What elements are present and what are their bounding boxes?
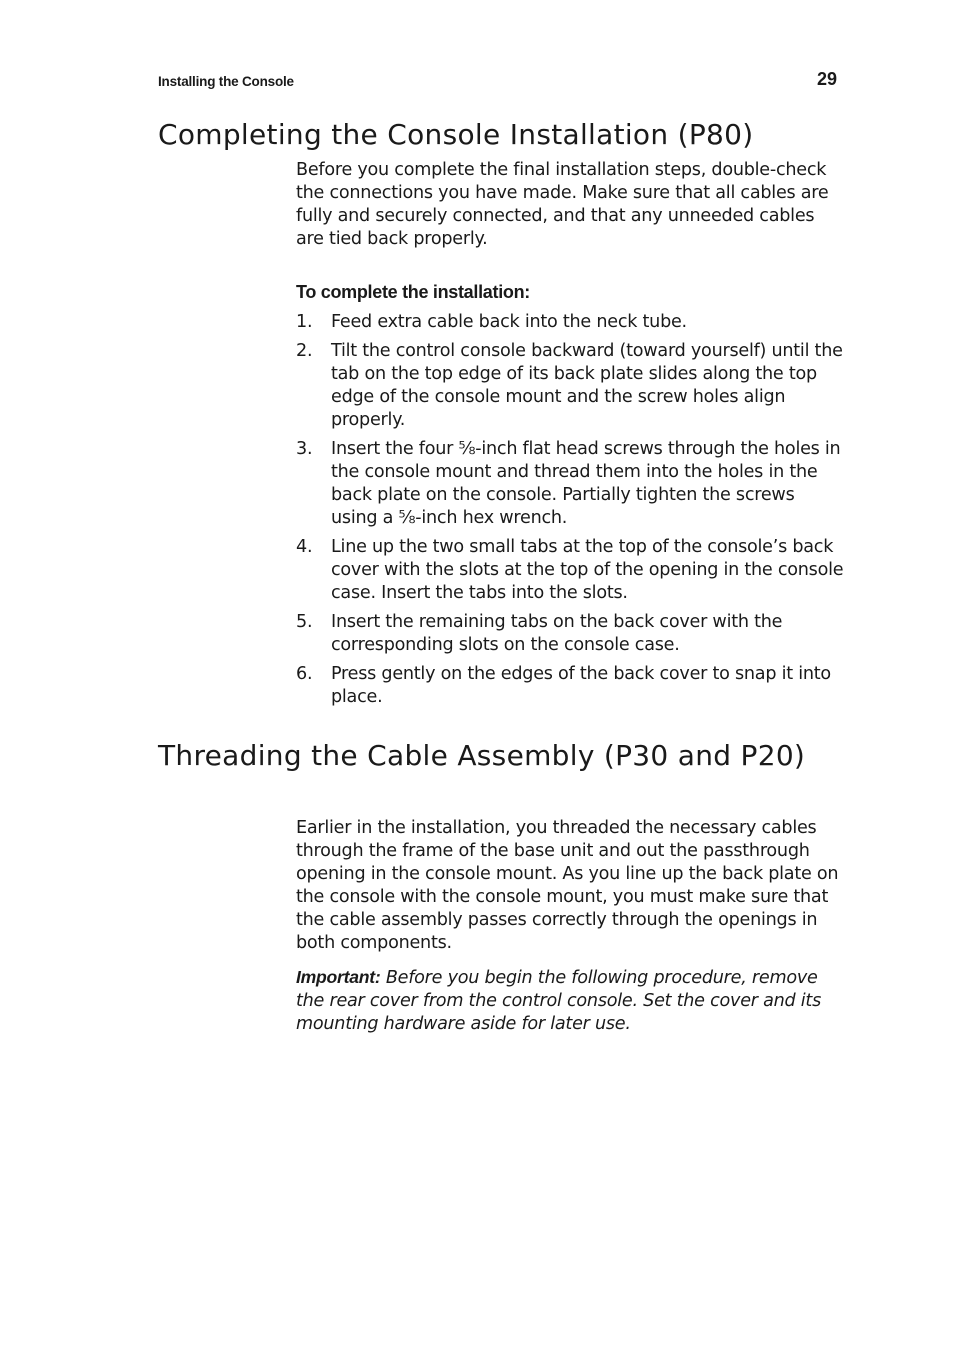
- step-number: 4.: [296, 537, 313, 557]
- section-title-completing-installation: Completing the Console Installation (P80): [158, 118, 754, 151]
- step-text: Line up the two small tabs at the top of the console’s back cover with the slots at the top of the opening in the console case. Insert the tabs into the slots.: [331, 537, 844, 603]
- step-text: Feed extra cable back into the neck tube.: [331, 312, 687, 332]
- step-number: 3.: [296, 439, 313, 459]
- list-item: [296, 438, 844, 530]
- important-note: [296, 966, 844, 1036]
- step-number: 6.: [296, 664, 313, 684]
- step-text: Press gently on the edges of the back cover to snap it into place.: [331, 664, 831, 707]
- section-title-threading-cable: Threading the Cable Assembly (P30 and P20): [158, 739, 806, 772]
- intro-paragraph-threading: [296, 817, 844, 955]
- step-text: Insert the remaining tabs on the back cover with the corresponding slots on the console case.: [331, 612, 783, 655]
- list-item: [296, 536, 844, 605]
- intro-text: Before you complete the final installation steps, double-check the connections you have made. Make sure that all cables are fully and securely connected, and that any unneeded cables are tied back properly.: [296, 160, 829, 249]
- step-text: Insert the four ⅝-inch flat head screws through the holes in the console mount and thread them into the holes in the back plate on the console. Partially tighten the screws using a ⅝-inch hex wrench.: [331, 439, 841, 528]
- procedure-heading: To complete the installation:: [296, 282, 530, 302]
- step-number: 2.: [296, 341, 313, 361]
- list-item: [296, 663, 844, 709]
- important-paragraph: [296, 966, 844, 1036]
- step-number: 1.: [296, 312, 313, 332]
- intro-text: Earlier in the installation, you threaded the necessary cables through the frame of the base unit and out the passthrough opening in the console mount. As you line up the back plate on the console with the console mount, you must make sure that the cable assembly passes correctly through the openings in both components.: [296, 818, 839, 953]
- installation-steps-list: [296, 311, 844, 715]
- intro-paragraph-completing: [296, 159, 844, 251]
- list-item: [296, 311, 844, 334]
- important-text: Before you begin the following procedure, remove the rear cover from the control console. Set the cover and its mounting hardware aside for later use.: [296, 968, 821, 1034]
- list-item: [296, 340, 844, 432]
- step-text: Tilt the control console backward (toward yourself) until the tab on the top edge of its back plate slides along the top edge of the console mount and the screw holes align properly.: [331, 341, 843, 430]
- list-item: [296, 611, 844, 657]
- important-label: Important:: [296, 967, 381, 987]
- running-head: Installing the Console: [158, 74, 294, 89]
- step-number: 5.: [296, 612, 313, 632]
- page-number: 29: [816, 69, 837, 89]
